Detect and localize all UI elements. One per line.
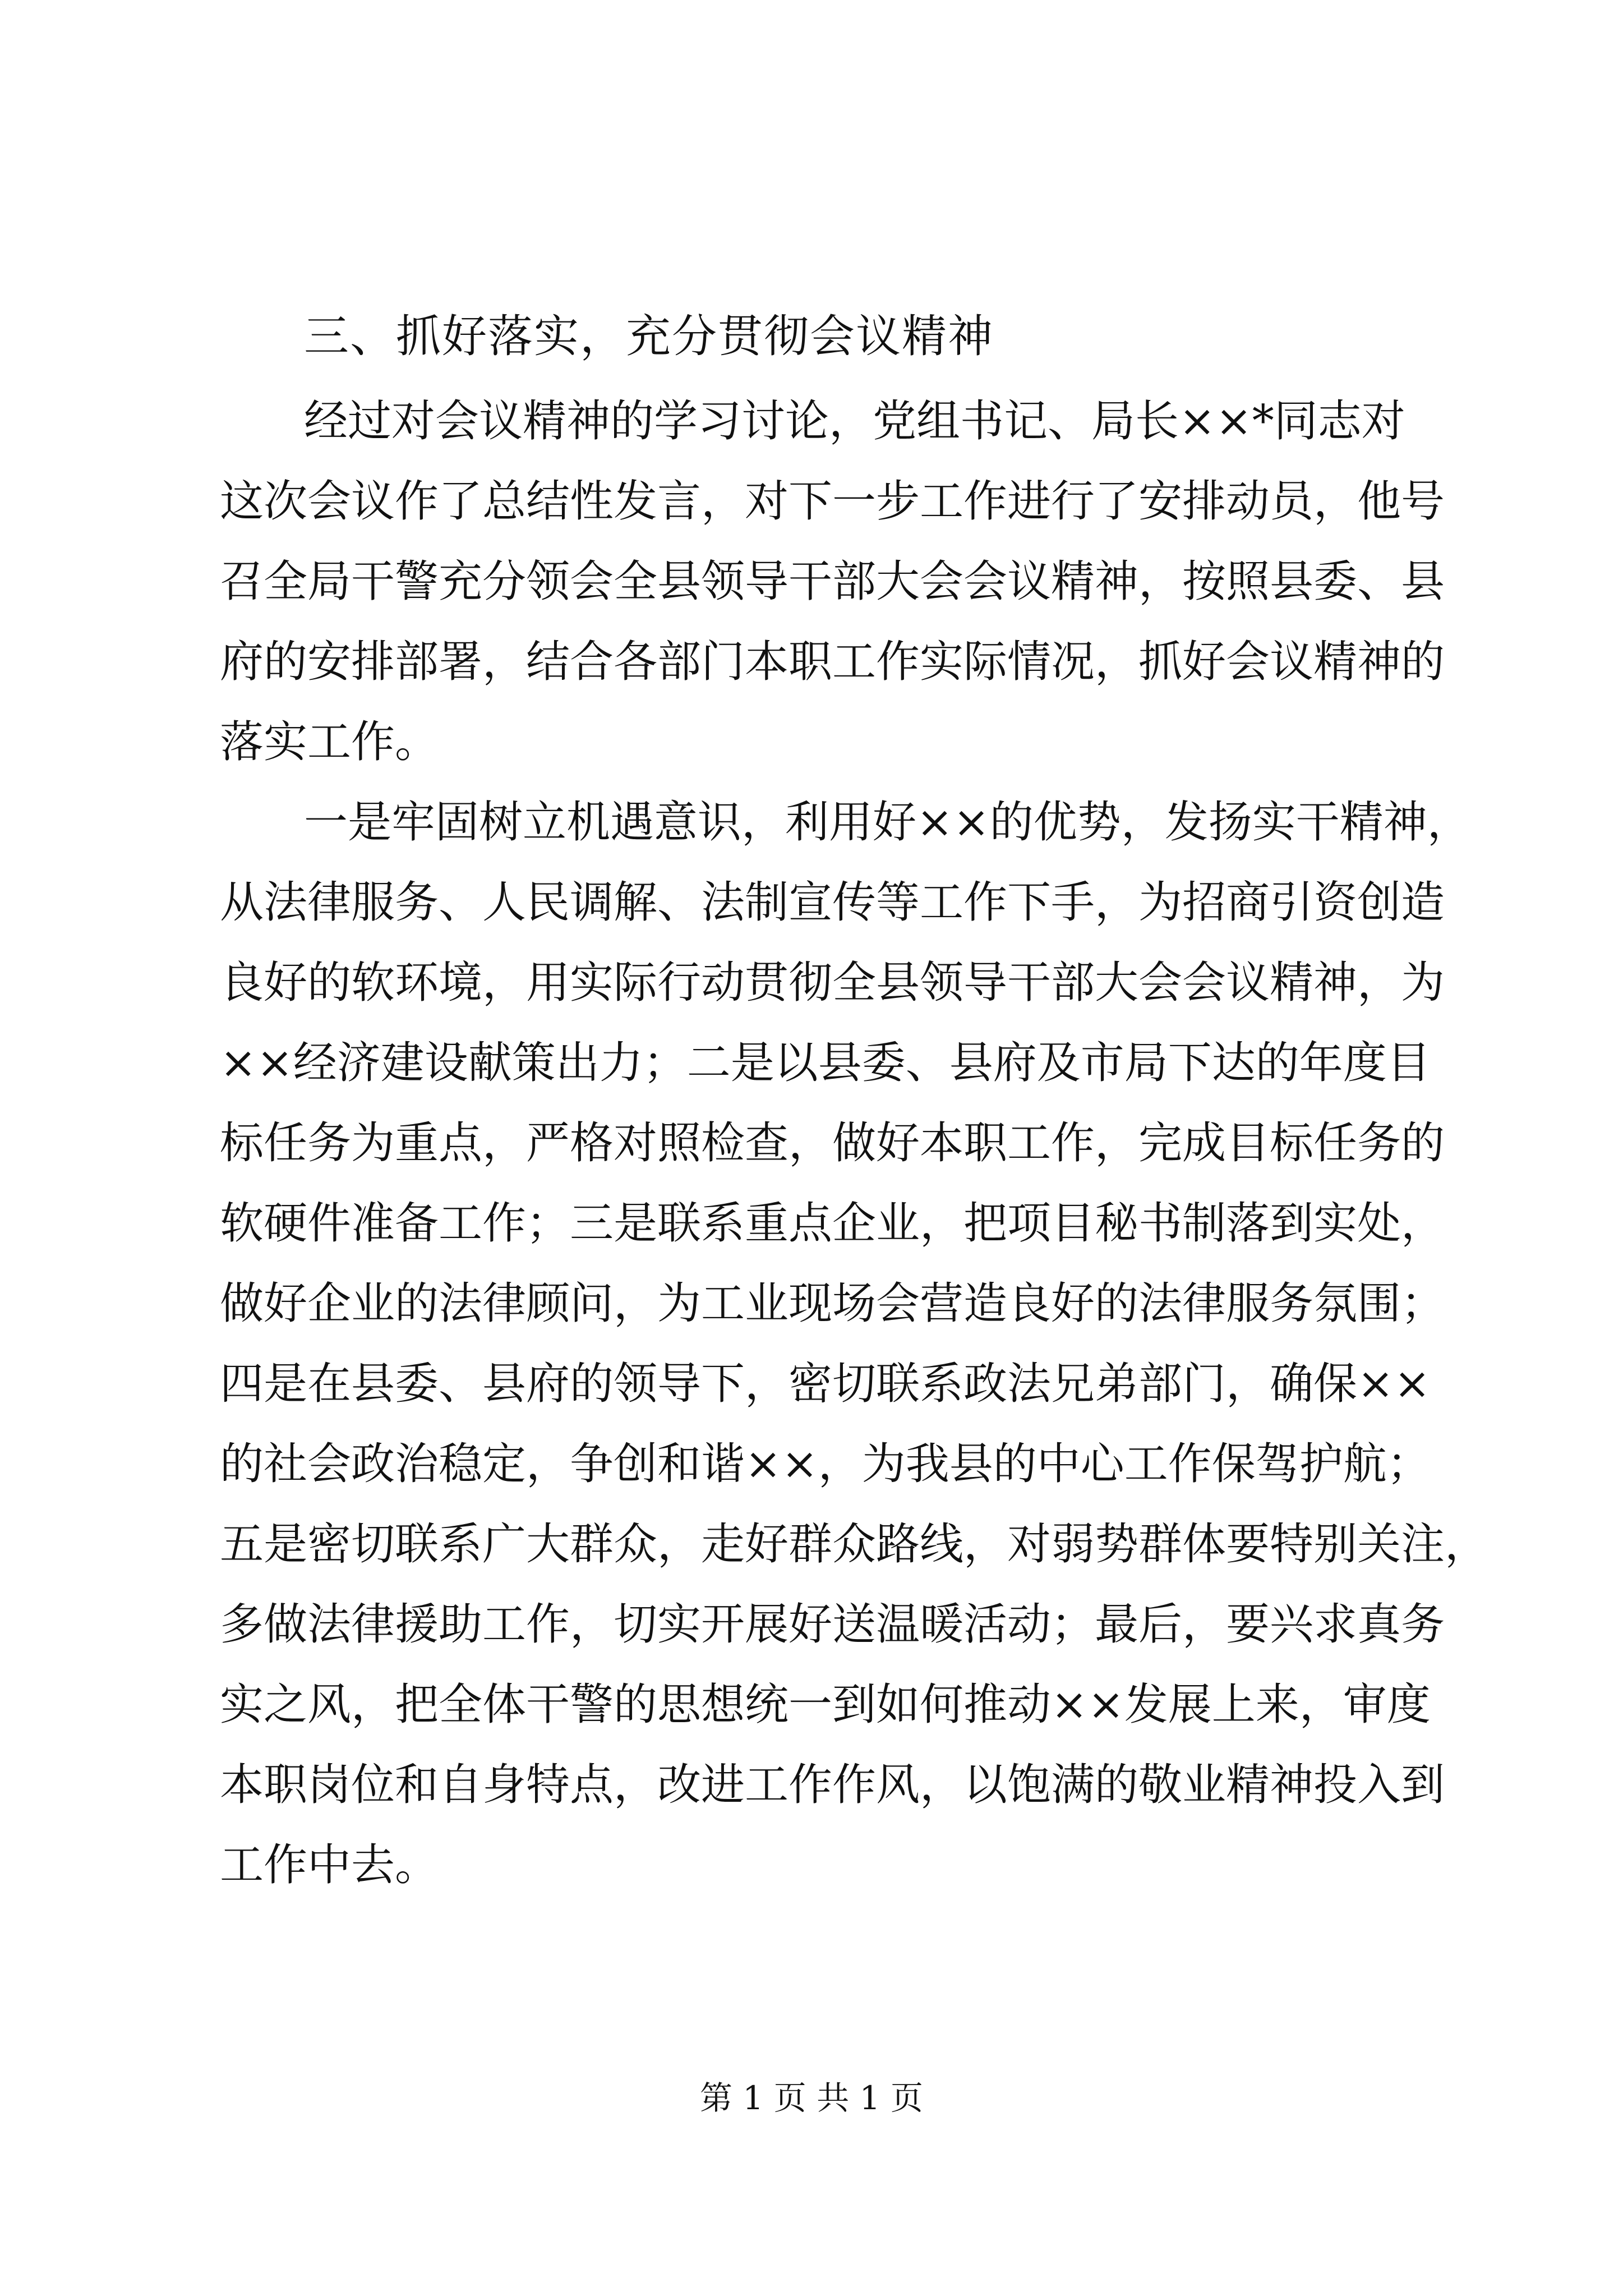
section-heading: 三、抓好落实，充分贯彻会议精神	[304, 310, 994, 362]
paragraph-line: 的社会政治稳定，争创和谐××，为我县的中心工作保驾护航；	[220, 1439, 1431, 1489]
paragraph-line: 良好的软环境，用实际行动贯彻全县领导干部大会会议精神，为	[220, 958, 1445, 1008]
paragraph-line: 召全局干警充分领会全县领导干部大会会议精神，按照县委、县	[220, 556, 1445, 607]
paragraph-line: 做好企业的法律顾问，为工业现场会营造良好的法律服务氛围；	[220, 1278, 1445, 1329]
paragraph-line: 软硬件准备工作；三是联系重点企业，把项目秘书制落到实处，	[220, 1198, 1445, 1249]
paragraph-line: 经过对会议精神的学习讨论，党组书记、局长××*同志对	[304, 396, 1405, 447]
page-number-footer: 第 1 页 共 1 页	[700, 2079, 923, 2117]
paragraph-line: ××经济建设献策出力；二是以县委、县府及市局下达的年度目	[220, 1038, 1431, 1088]
paragraph-line: 标任务为重点，严格对照检查，做好本职工作，完成目标任务的	[220, 1118, 1445, 1168]
paragraph-line: 这次会议作了总结性发言，对下一步工作进行了安排动员，他号	[220, 476, 1445, 527]
paragraph-line: 四是在县委、县府的领导下，密切联系政法兄弟部门，确保××	[220, 1359, 1431, 1409]
paragraph-line: 实之风，把全体干警的思想统一到如何推动××发展上来，审度	[220, 1680, 1431, 1730]
document-body	[220, 292, 1489, 1906]
paragraph-summary	[220, 381, 1445, 783]
paragraph-line: 落实工作。	[220, 717, 439, 767]
paragraph-line: 一是牢固树立机遇意识，利用好××的优势，发扬实干精神，	[304, 797, 1471, 848]
paragraph-line: 府的安排部署，结合各部门本职工作实际情况，抓好会议精神的	[220, 637, 1445, 687]
paragraph-line: 多做法律援助工作，切实开展好送温暖活动；最后，要兴求真务	[220, 1599, 1445, 1650]
paragraph-line: 从法律服务、人民调解、法制宣传等工作下手，为招商引资创造	[220, 877, 1445, 928]
paragraph-line: 工作中去。	[220, 1840, 439, 1890]
paragraph-measures	[220, 783, 1489, 1906]
paragraph-line: 本职岗位和自身特点，改进工作作风，以饱满的敬业精神投入到	[220, 1760, 1445, 1810]
paragraph-line: 五是密切联系广大群众，走好群众路线，对弱势群体要特别关注，	[220, 1519, 1489, 1570]
